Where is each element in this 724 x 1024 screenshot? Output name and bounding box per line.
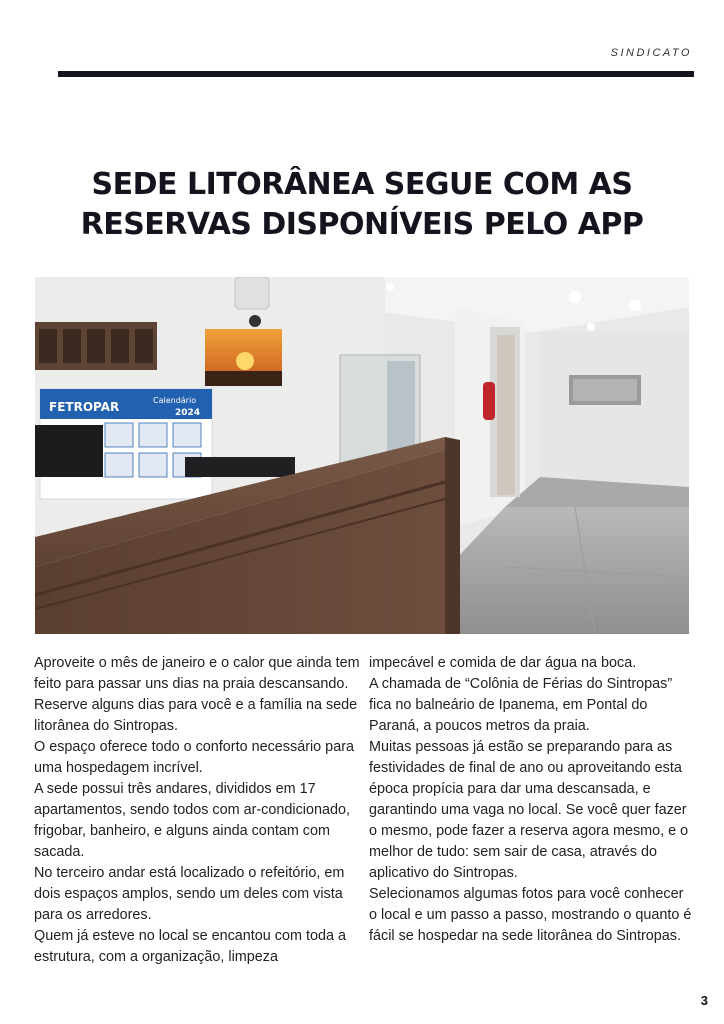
left-paragraph-3: A sede possui três andares, divididos em 17 apartamentos, sendo todos com ar-condicionado, frigobar, banheiro, e alguns ainda contam com sacada.: [34, 781, 350, 860]
header-rule: [58, 71, 694, 77]
title-line-1: SEDE LITORÂNEA SEGUE COM AS: [91, 167, 633, 203]
calendar-label: Calendário: [153, 396, 197, 405]
title-line-2: RESERVAS DISPONÍVEIS PELO APP: [80, 207, 644, 243]
reception-photo: [35, 277, 689, 634]
right-paragraph-4: Selecionamos algumas fotos para você conhecer o local e um passo a passo, mostrando o quanto é fácil se hospedar na sede litorânea do Sintropas.: [369, 886, 692, 944]
section-label: SINDICATO: [610, 47, 692, 59]
left-paragraph-2: O espaço oferece todo o conforto necessário para uma hospedagem incrível.: [34, 739, 354, 776]
article-column-left: [34, 653, 362, 968]
article-title: [40, 165, 684, 245]
left-paragraph-4: No terceiro andar está localizado o refeitório, em dois espaços amplos, sendo um deles com vista para os arredores.: [34, 865, 345, 923]
calendar-year: 2024: [175, 408, 201, 418]
right-paragraph-3: Muitas pessoas já estão se preparando para as festividades de final de ano ou aproveitando esta época propícia para dar uma descansada, e garantindo uma vaga no local. Se você quer fazer o mesmo, pode fazer a reserva agora mesmo, e o melhor de tudo: sem sair de casa, através do aplicativo do Sintropas.: [369, 739, 689, 881]
page-number: 3: [700, 993, 708, 1008]
calendar-brand: FETROPAR: [49, 400, 120, 414]
right-paragraph-2: A chamada de “Colônia de Férias do Sintropas” fica no balneário de Ipanema, em Pontal do Paraná, a poucos metros da praia.: [369, 676, 673, 734]
article-column-right: [369, 653, 694, 947]
right-paragraph-1: impecável e comida de dar água na boca.: [369, 655, 637, 671]
left-paragraph-1: Aproveite o mês de janeiro e o calor que ainda tem feito para passar uns dias na praia descansando. Reserve alguns dias para você e a família na sede litorânea do Sintropas.: [34, 655, 360, 734]
left-paragraph-5: Quem já esteve no local se encantou com toda a estrutura, com a organização, limpeza: [34, 928, 346, 965]
